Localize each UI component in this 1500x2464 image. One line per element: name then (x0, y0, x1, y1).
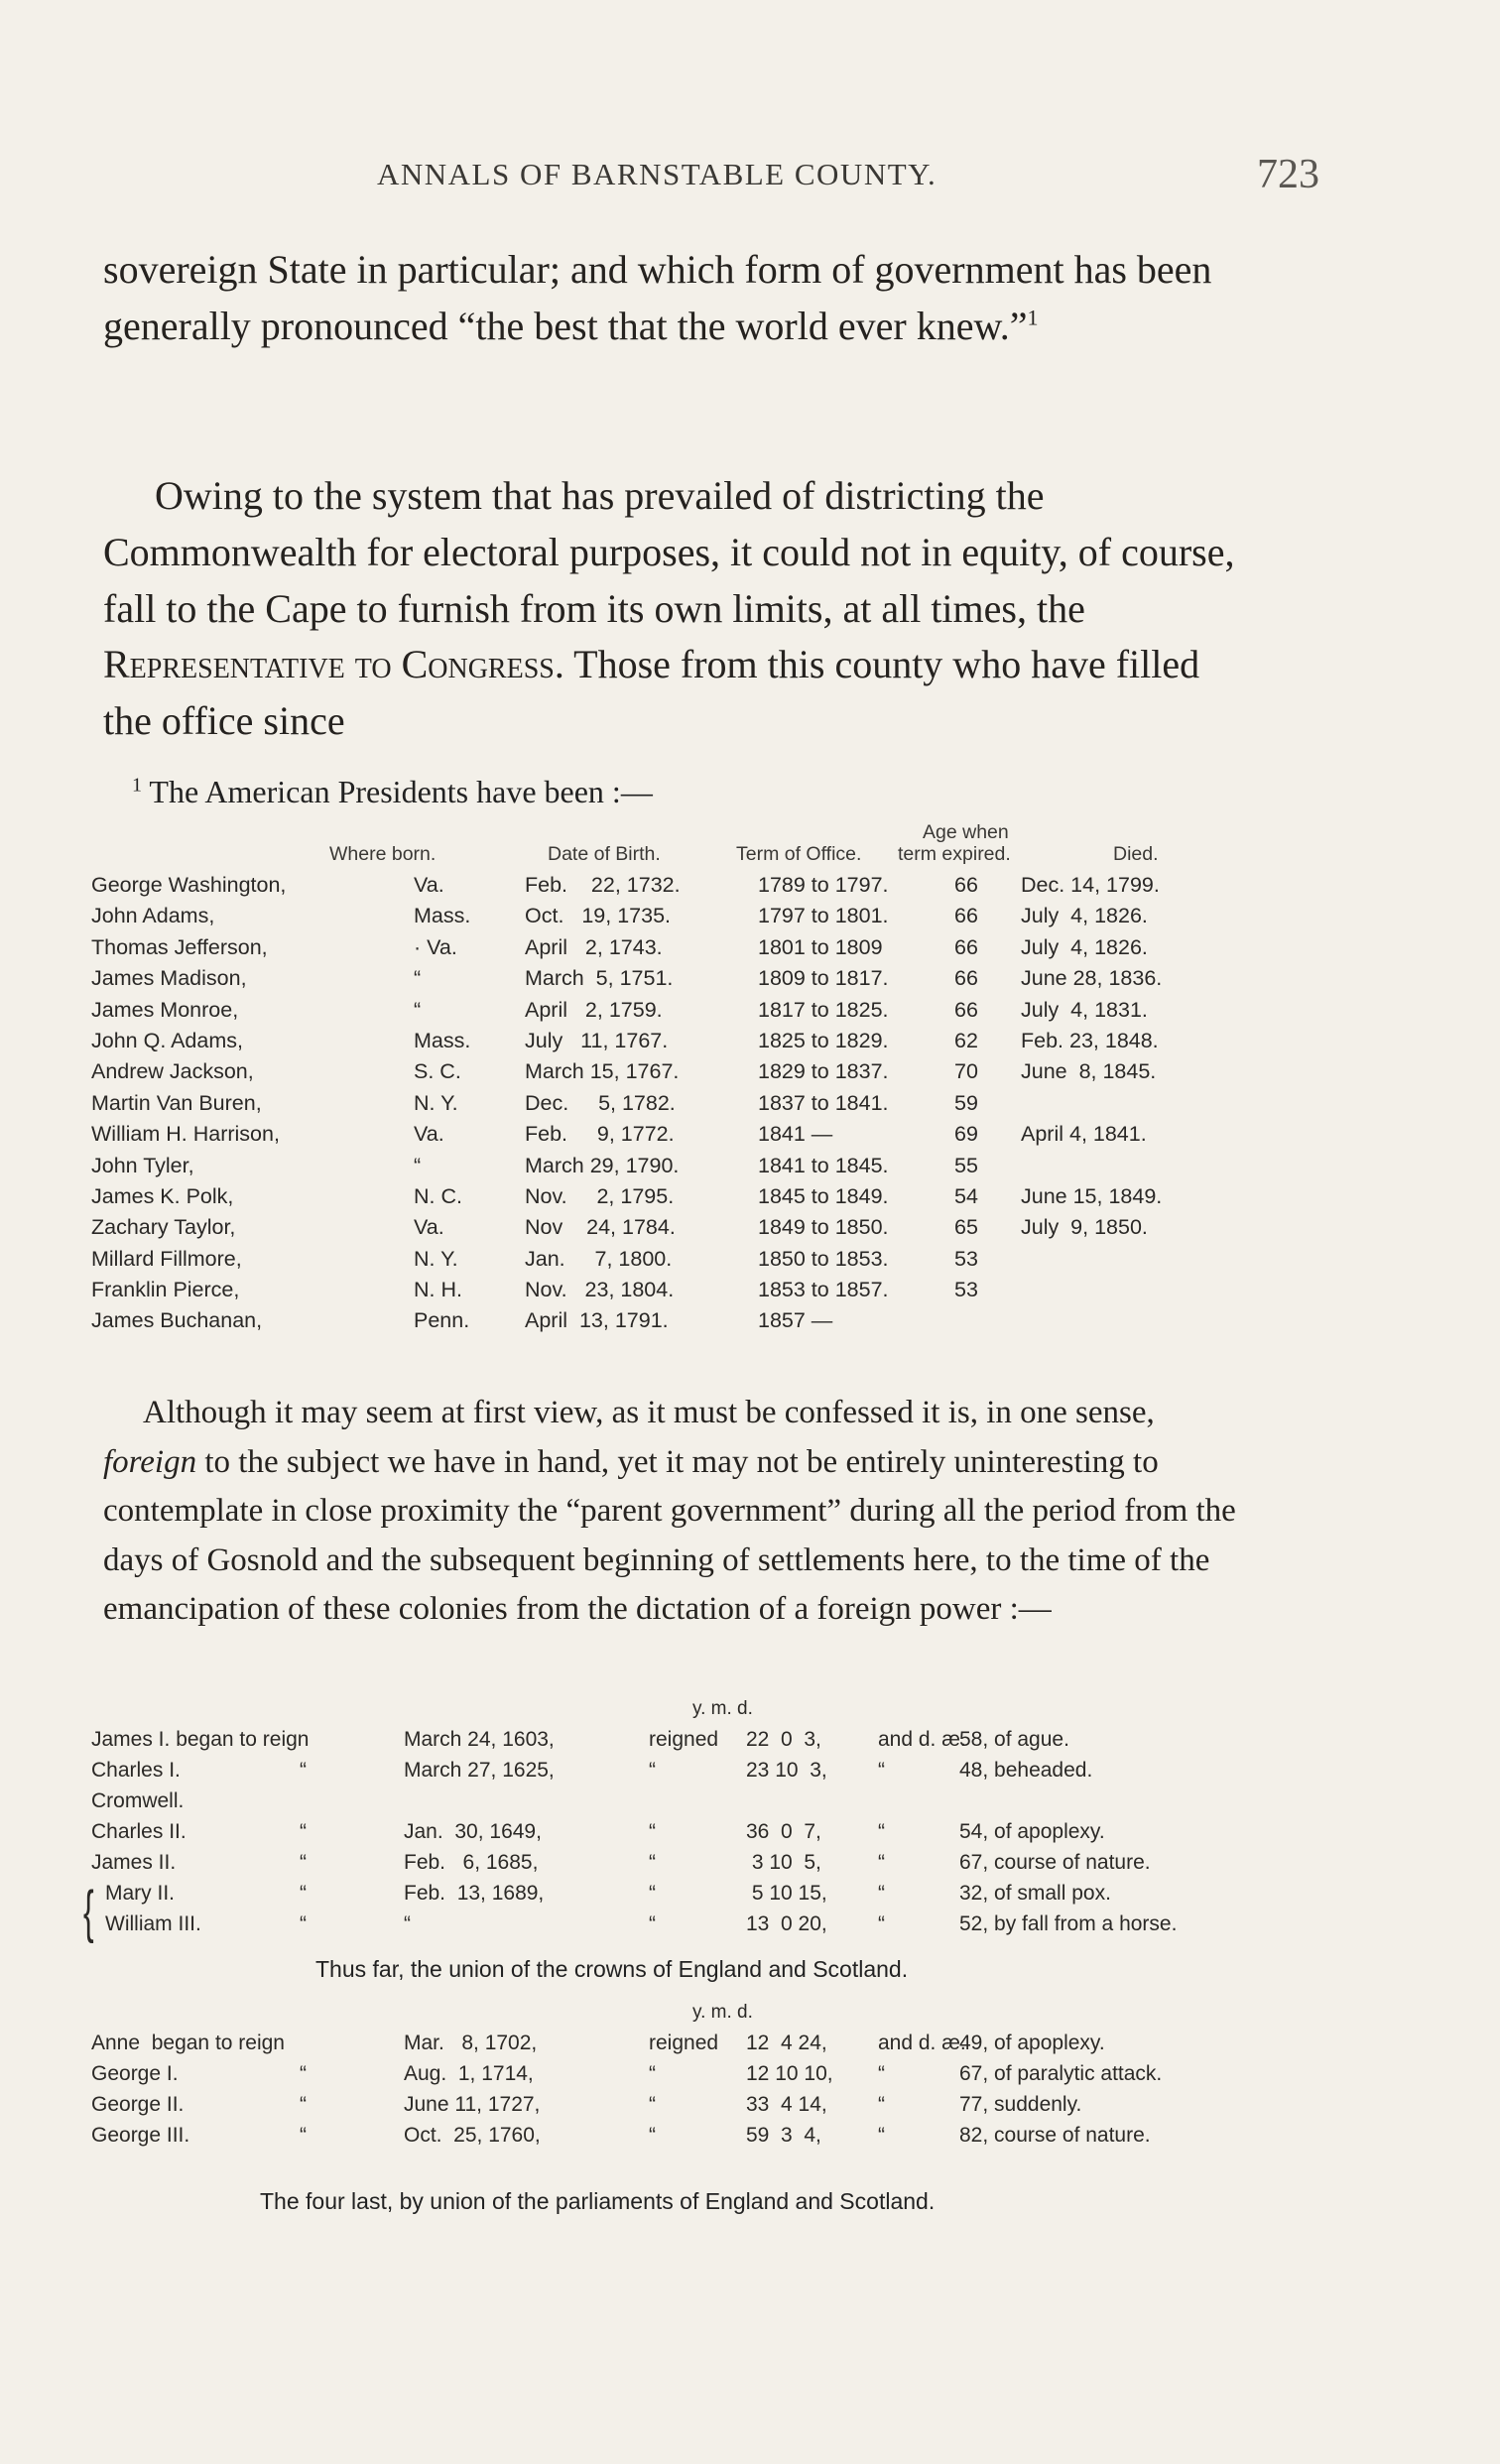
monarch-accession: Aug. 1, 1714, (404, 2062, 534, 2085)
table-row (91, 1851, 1262, 1882)
paragraph-3 (103, 1389, 1244, 1635)
table-row (91, 1728, 1262, 1759)
president-born: N. C. (414, 1183, 462, 1208)
monarch-name: Charles I. (91, 1759, 181, 1782)
table-row (91, 935, 1262, 966)
president-name: John Tyler, (91, 1153, 194, 1177)
president-term: 1850 to 1853. (758, 1246, 889, 1271)
col-died: Died. (1113, 843, 1159, 865)
col-where-born: Where born. (329, 843, 437, 865)
president-term: 1829 to 1837. (758, 1059, 889, 1084)
table-row (91, 2124, 1262, 2155)
table-row (91, 1308, 1262, 1339)
president-born: N. H. (414, 1278, 462, 1302)
monarchs-2-rows (91, 2032, 1262, 2155)
footnote-marker: 1 (132, 774, 142, 797)
monarchs-1-rows (83, 1728, 1262, 1944)
table-row (91, 2062, 1262, 2093)
monarch-accession: “ (404, 1912, 411, 1935)
president-died: June 28, 1836. (1021, 966, 1163, 991)
monarch-name: George III. (91, 2124, 190, 2147)
president-born: Mass. (414, 1028, 471, 1052)
monarch-reigned: reigned (649, 2032, 719, 2054)
table-row (91, 904, 1262, 934)
monarch-died: “ (878, 1820, 885, 1843)
paragraph-3-italic: foreign (103, 1443, 197, 1480)
president-name: Franklin Pierce, (91, 1278, 240, 1302)
monarch-duration: 59 3 4, (746, 2124, 821, 2147)
monarch-age-cause: 49, of apoplexy. (959, 2032, 1105, 2054)
president-age: 70 (954, 1059, 978, 1084)
monarch-name: George I. (91, 2062, 179, 2085)
president-died: July 4, 1831. (1021, 997, 1148, 1022)
president-age: 53 (954, 1246, 978, 1271)
monarch-reigned: “ (649, 1882, 656, 1905)
monarch-reigned: “ (649, 1912, 656, 1935)
president-term: 1825 to 1829. (758, 1028, 889, 1052)
president-term: 1853 to 1857. (758, 1278, 889, 1302)
president-name: Thomas Jefferson, (91, 934, 268, 959)
president-birth: March 29, 1790. (525, 1153, 680, 1177)
president-died: July 4, 1826. (1021, 934, 1148, 959)
president-age: 54 (954, 1183, 978, 1208)
page-number: 723 (1257, 152, 1319, 197)
president-age: 66 (954, 873, 978, 897)
footnote-ref[interactable]: 1 (1027, 305, 1039, 330)
monarch-reigned: “ (649, 2093, 656, 2116)
president-age: 53 (954, 1278, 978, 1302)
presidents-table (91, 811, 1262, 1340)
president-born: N. Y. (414, 1246, 458, 1271)
president-age: 66 (954, 904, 978, 928)
monarch-accession: Feb. 6, 1685, (404, 1851, 539, 1874)
monarch-reigned: “ (649, 1851, 656, 1874)
monarch-age-cause: 67, of paralytic attack. (959, 2062, 1163, 2085)
monarch-accession: March 27, 1625, (404, 1759, 555, 1782)
president-name: John Q. Adams, (91, 1028, 243, 1052)
president-born: Penn. (414, 1308, 470, 1333)
president-name: William H. Harrison, (91, 1122, 280, 1147)
monarchs-1-note: Thus far, the union of the crowns of England and Scotland. (315, 1956, 909, 1982)
paragraph-1-text: sovereign State in particular; and which form of government has been generally pronounced “the best that the world ever knew.” (103, 247, 1212, 348)
president-born: Va. (414, 1215, 444, 1240)
paragraph-2 (103, 468, 1244, 750)
president-died: Feb. 23, 1848. (1021, 1028, 1159, 1052)
president-name: George Washington, (91, 873, 287, 897)
monarch-ditto: “ (300, 1820, 307, 1843)
col-term: Term of Office. (736, 843, 862, 865)
president-birth: April 2, 1759. (525, 997, 663, 1022)
monarch-reigned: “ (649, 2062, 656, 2085)
table-row (91, 1759, 1262, 1789)
table-row (91, 873, 1262, 904)
monarch-died: “ (878, 1882, 885, 1905)
footnote-intro-text: The American Presidents have been :— (149, 774, 653, 809)
monarch-age-cause: 54, of apoplexy. (959, 1820, 1105, 1843)
president-term: 1809 to 1817. (758, 966, 889, 991)
monarch-reigned: “ (649, 1759, 656, 1782)
paragraph-3-text-a: Although it may seem at first view, as it must be confessed it is, in one sense, (143, 1395, 1155, 1430)
president-age: 66 (954, 934, 978, 959)
table-row (91, 966, 1262, 997)
president-term: 1849 to 1850. (758, 1215, 889, 1240)
footnote-intro (132, 774, 653, 810)
president-name: James Monroe, (91, 997, 239, 1022)
monarch-duration: 22 0 3, (746, 1728, 821, 1751)
president-age: 59 (954, 1090, 978, 1115)
president-term: 1797 to 1801. (758, 904, 889, 928)
monarch-age-cause: 32, of small pox. (959, 1882, 1111, 1905)
monarch-duration: 12 4 24, (746, 2032, 827, 2054)
monarch-duration: 5 10 15, (746, 1882, 827, 1905)
col-age-line2: term expired. (898, 843, 1011, 865)
president-term: 1817 to 1825. (758, 997, 889, 1022)
president-died: June 15, 1849. (1021, 1183, 1163, 1208)
monarch-duration: 23 10 3, (746, 1759, 827, 1782)
running-title: ANNALS OF BARNSTABLE COUNTY. (377, 157, 938, 191)
presidents-rows (91, 873, 1262, 1340)
president-birth: July 11, 1767. (525, 1028, 669, 1052)
monarch-age-cause: 67, course of nature. (959, 1851, 1151, 1874)
monarch-duration: 13 0 20, (746, 1912, 827, 1935)
president-term: 1841 — (758, 1122, 833, 1147)
presidents-table-header (91, 811, 1262, 873)
paragraph-1 (103, 242, 1244, 355)
president-birth: Feb. 9, 1772. (525, 1122, 675, 1147)
president-term: 1841 to 1845. (758, 1153, 889, 1177)
president-born: S. C. (414, 1059, 461, 1084)
col-age-line1: Age when (923, 821, 1009, 843)
monarch-ditto: “ (300, 1882, 307, 1905)
monarch-name: James I. began to reign (91, 1728, 310, 1751)
president-term: 1837 to 1841. (758, 1090, 889, 1115)
president-birth: Jan. 7, 1800. (525, 1246, 673, 1271)
monarch-died: and d. æ. (878, 2032, 966, 2054)
monarch-ditto: “ (300, 2062, 307, 2085)
president-term: 1857 — (758, 1308, 833, 1333)
monarchs-1-ymd: y. m. d. (692, 1698, 753, 1719)
monarch-reigned: reigned (649, 1728, 719, 1751)
table-row (91, 2093, 1262, 2124)
president-name: Zachary Taylor, (91, 1215, 236, 1240)
monarch-died: and d. æ. (878, 1728, 966, 1751)
monarch-ditto: “ (300, 1912, 307, 1935)
president-name: James K. Polk, (91, 1183, 234, 1208)
monarch-accession: Mar. 8, 1702, (404, 2032, 538, 2054)
table-row (91, 1154, 1262, 1184)
monarchs-2-header (91, 2002, 1262, 2032)
president-birth: Nov. 2, 1795. (525, 1183, 675, 1208)
monarch-name: Anne began to reign (91, 2032, 285, 2054)
president-birth: Nov. 23, 1804. (525, 1278, 675, 1302)
monarch-accession: March 24, 1603, (404, 1728, 555, 1751)
col-date-of-birth: Date of Birth. (548, 843, 661, 865)
monarch-age-cause: 77, suddenly. (959, 2093, 1082, 2116)
monarch-name: James II. (91, 1851, 177, 1874)
president-age: 66 (954, 997, 978, 1022)
table-row (91, 998, 1262, 1029)
president-birth: April 2, 1743. (525, 934, 663, 959)
monarch-age-cause: 82, course of nature. (959, 2124, 1151, 2147)
president-term: 1789 to 1797. (758, 873, 889, 897)
president-age: 55 (954, 1153, 978, 1177)
monarchs-table-2 (91, 2002, 1262, 2155)
president-born: Va. (414, 1122, 444, 1147)
monarch-accession: Jan. 30, 1649, (404, 1820, 542, 1843)
monarch-name: Cromwell. (91, 1789, 185, 1812)
president-born: · Va. (414, 934, 457, 959)
president-born: “ (414, 1153, 422, 1177)
monarch-died: “ (878, 1851, 885, 1874)
monarch-accession: Oct. 25, 1760, (404, 2124, 541, 2147)
president-name: John Adams, (91, 904, 215, 928)
monarch-died: “ (878, 2093, 885, 2116)
table-row (91, 1184, 1262, 1215)
monarch-accession: Feb. 13, 1689, (404, 1882, 545, 1905)
president-age: 65 (954, 1215, 978, 1240)
table-row (91, 1820, 1262, 1851)
president-name: Andrew Jackson, (91, 1059, 254, 1084)
monarchs-2-ymd: y. m. d. (692, 2002, 753, 2023)
monarch-reigned: “ (649, 1820, 656, 1843)
president-name: James Buchanan, (91, 1308, 263, 1333)
president-term: 1801 to 1809 (758, 934, 883, 959)
brace-glyph: { (83, 1880, 94, 1944)
monarch-name: George II. (91, 2093, 185, 2116)
president-died: Dec. 14, 1799. (1021, 873, 1160, 897)
monarch-age-cause: 52, by fall from a horse. (959, 1912, 1178, 1935)
monarch-age-cause: 58, of ague. (959, 1728, 1069, 1751)
monarch-name: Charles II. (91, 1820, 187, 1843)
president-birth: Oct. 19, 1735. (525, 904, 672, 928)
president-name: Martin Van Buren, (91, 1090, 262, 1115)
table-row (91, 1247, 1262, 1278)
monarch-ditto: “ (300, 1851, 307, 1874)
table-row (91, 1091, 1262, 1122)
monarch-reigned: “ (649, 2124, 656, 2147)
monarch-accession: June 11, 1727, (404, 2093, 541, 2116)
president-born: N. Y. (414, 1090, 458, 1115)
paragraph-2-text-a: Owing to the system that has prevailed of districting the Commonwealth for electoral purposes, it could not in equity, of course, fall to the Cape to furnish from its own limits, at all times, the (103, 473, 1235, 631)
president-died: April 4, 1841. (1021, 1122, 1147, 1147)
monarch-duration: 12 10 10, (746, 2062, 833, 2085)
paragraph-3-text-b: to the subject we have in hand, yet it may not be entirely uninteresting to contemplate in close proximity the “parent government” during all the period from the days of Gosnold and the subsequent beginning of settlements here, to the time of the emancipation of these colonies from the dictation of a foreign power :— (103, 1443, 1236, 1627)
monarch-duration: 36 0 7, (746, 1820, 821, 1843)
table-row (91, 1278, 1262, 1308)
monarch-age-cause: 48, beheaded. (959, 1759, 1093, 1782)
president-name: James Madison, (91, 966, 247, 991)
monarch-ditto: “ (300, 2124, 307, 2147)
president-died: July 4, 1826. (1021, 904, 1148, 928)
president-birth: April 13, 1791. (525, 1308, 669, 1333)
president-term: 1845 to 1849. (758, 1183, 889, 1208)
paragraph-2-text-b: Those from this county who have filled the office since (103, 642, 1200, 744)
monarch-died: “ (878, 2124, 885, 2147)
monarchs-table-1 (83, 1698, 1262, 1944)
table-row (91, 1059, 1262, 1090)
president-birth: March 5, 1751. (525, 966, 674, 991)
monarchs-1-header (91, 1698, 1262, 1728)
president-birth: March 15, 1767. (525, 1059, 680, 1084)
table-row (91, 1789, 1262, 1820)
president-name: Millard Fillmore, (91, 1246, 242, 1271)
president-birth: Feb. 22, 1732. (525, 873, 681, 897)
monarch-ditto: “ (300, 2093, 307, 2116)
president-birth: Nov 24, 1784. (525, 1215, 676, 1240)
monarch-duration: 33 4 14, (746, 2093, 827, 2116)
table-row (91, 1215, 1262, 1246)
table-row (91, 1912, 1262, 1943)
table-row (91, 1122, 1262, 1153)
president-age: 69 (954, 1122, 978, 1147)
table-row (91, 1029, 1262, 1059)
president-age: 66 (954, 966, 978, 991)
monarch-name: William III. (105, 1912, 201, 1935)
paragraph-2-smallcaps: Representative to Congress. (103, 642, 564, 687)
monarchs-2-note: The four last, by union of the parliaments of England and Scotland. (260, 2188, 936, 2214)
monarch-died: “ (878, 1912, 885, 1935)
president-birth: Dec. 5, 1782. (525, 1090, 676, 1115)
president-age: 62 (954, 1028, 978, 1052)
table-row (91, 2032, 1262, 2062)
monarch-duration: 3 10 5, (746, 1851, 821, 1874)
president-died: June 8, 1845. (1021, 1059, 1157, 1084)
president-born: Va. (414, 873, 444, 897)
monarch-died: “ (878, 1759, 885, 1782)
running-header (377, 151, 1319, 197)
monarch-name: Mary II. (105, 1882, 176, 1905)
president-died: July 9, 1850. (1021, 1215, 1148, 1240)
monarch-ditto: “ (300, 1759, 307, 1782)
president-born: “ (414, 997, 422, 1022)
president-born: “ (414, 966, 422, 991)
president-born: Mass. (414, 904, 471, 928)
monarch-died: “ (878, 2062, 885, 2085)
